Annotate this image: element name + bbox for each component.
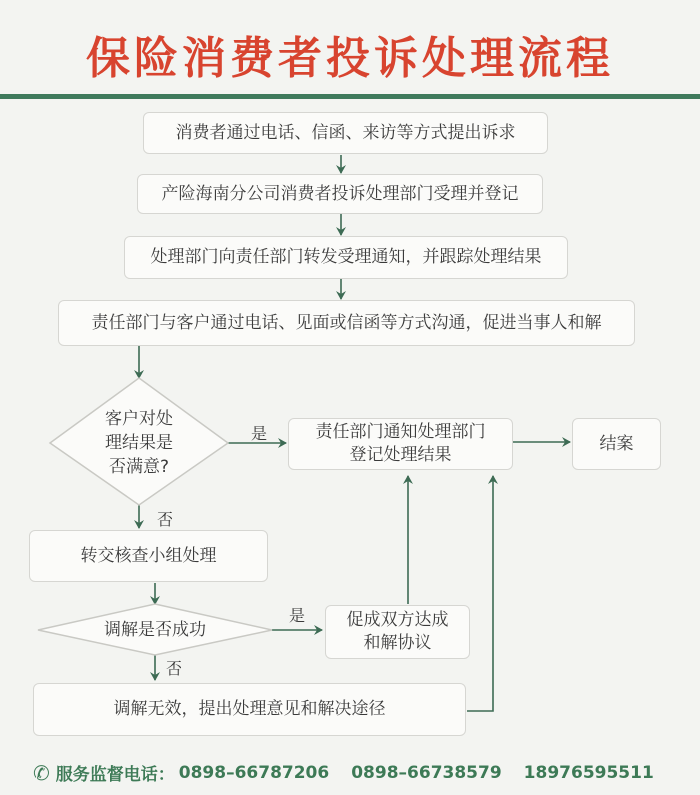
label-no-satisfied: 否 <box>157 510 174 529</box>
agree-line1: 促成双方达成 <box>346 610 449 630</box>
hotline-number-1: 0898–66787206 <box>178 762 330 783</box>
step-reach-agreement <box>325 605 470 659</box>
step-submit-request: 消费者通过电话、信函、来访等方式提出诉求 <box>143 112 548 154</box>
label-no-mediation: 否 <box>166 659 183 678</box>
step-mediation-invalid: 调解无效，提出处理意见和解决途径 <box>33 683 466 736</box>
page-title: 保险消费者投诉处理流程 <box>86 33 614 84</box>
decision-satisfied-line1: 客户对处 <box>105 409 173 429</box>
agree-line2: 和解协议 <box>363 633 432 653</box>
service-hotline <box>33 760 654 785</box>
hotline-number-2: 0898–66738579 <box>351 762 502 783</box>
decision-satisfied-line3: 否满意? <box>108 457 170 477</box>
step-notify-register <box>288 418 513 470</box>
decision-satisfied-line2: 理结果是 <box>105 433 173 453</box>
step-forward-notice: 处理部门向责任部门转发受理通知，并跟踪处理结果 <box>124 236 568 279</box>
notify-line2: 登记处理结果 <box>349 445 452 465</box>
step-accept-register: 产险海南分公司消费者投诉处理部门受理并登记 <box>137 174 543 214</box>
decision-mediation-text: 调解是否成功 <box>104 620 206 640</box>
step-communicate: 责任部门与客户通过电话、见面或信函等方式沟通，促进当事人和解 <box>58 300 635 346</box>
label-yes-mediation: 是 <box>289 606 306 625</box>
hotline-number-3: 18976595511 <box>523 762 654 783</box>
phone-icon: ✆ <box>33 760 50 785</box>
notify-line1: 责任部门通知处理部门 <box>315 422 486 442</box>
hotline-label: 服务监督电话： <box>55 765 175 785</box>
arrow-invalid-notify <box>467 476 493 711</box>
step-transfer-review: 转交核查小组处理 <box>29 530 268 582</box>
label-yes-satisfied: 是 <box>251 424 268 443</box>
decision-satisfied-text <box>80 407 198 479</box>
step-close-case: 结案 <box>572 418 661 470</box>
